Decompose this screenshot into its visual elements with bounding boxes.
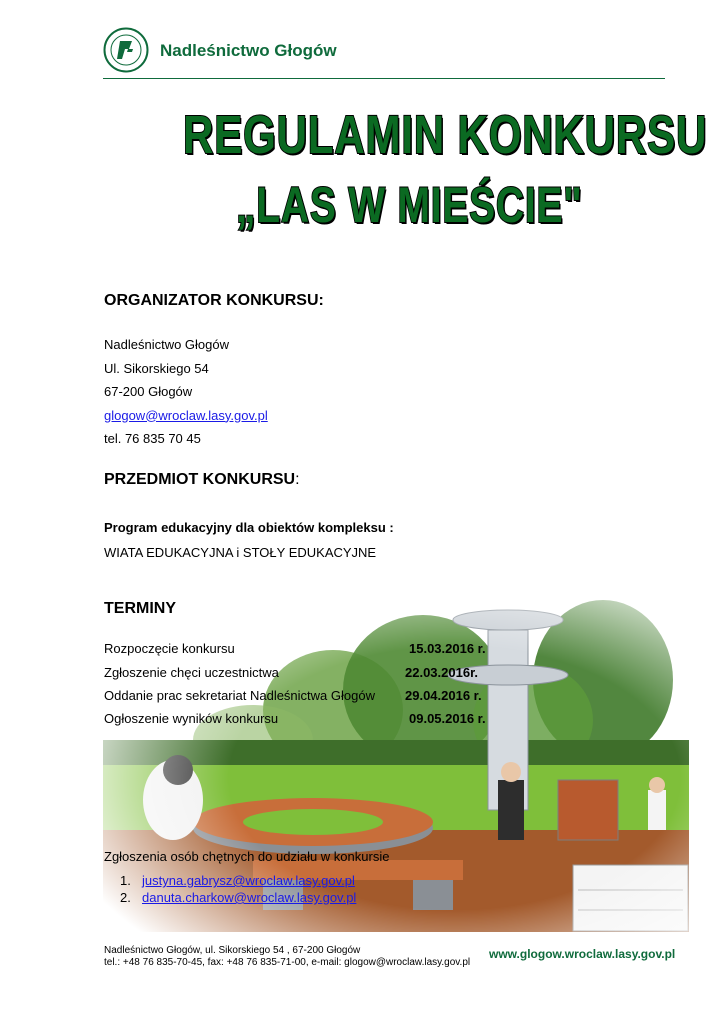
list-item [120, 889, 356, 906]
subject-heading-colon: : [295, 471, 300, 488]
deadline-row [104, 688, 482, 703]
organizer-email-link[interactable]: glogow@wroclaw.lasy.gov.pl [104, 407, 268, 423]
contact-email-link[interactable]: danuta.charkow@wroclaw.lasy.gov.pl [142, 890, 357, 905]
deadline-label: Oddanie prac sekretariat Nadleśnictwa Głogów [104, 688, 375, 703]
header-org-name: Nadleśnictwo Głogów [160, 41, 337, 60]
title-line-2: „LAS W MIEŚCIE" [236, 177, 583, 233]
deadline-row [104, 641, 486, 656]
organizer-heading-colon: : [318, 292, 324, 309]
footer-address: Nadleśnictwo Głogów, ul. Sikorskiego 54 , 67-200 Głogów [104, 945, 361, 956]
footer-contact-block [104, 945, 470, 969]
organizer-city: 67-200 Głogów [104, 384, 193, 399]
terms-heading: TERMINY [104, 600, 176, 617]
footer-contact: tel.: +48 76 835-70-45, fax: +48 76 835-71-00, e-mail: glogow@wroclaw.lasy.gov.pl [104, 957, 471, 968]
list-item [120, 872, 356, 889]
deadline-label: Rozpoczęcie konkursu [104, 641, 235, 656]
list-item-number: 1. [120, 873, 131, 888]
deadline-row [104, 665, 479, 680]
subject-heading-text: PRZEDMIOT KONKURSU [104, 471, 296, 488]
deadline-row [104, 711, 486, 726]
program-label: Program edukacyjny dla obiektów kompleksu : [104, 520, 394, 535]
list-item-number: 2. [120, 890, 131, 905]
organizer-address-block [104, 333, 268, 451]
deadline-date: 29.04.2016 r. [405, 688, 482, 703]
subject-heading [104, 471, 300, 489]
lasy-panstwowe-logo [103, 27, 149, 73]
signup-text: Zgłoszenia osób chętnych do udziału w konkursie [104, 849, 390, 864]
deadline-date: 15.03.2016 r. [409, 641, 486, 656]
deadline-date: 22.03.2016r. [405, 665, 479, 680]
organizer-phone: tel. 76 835 70 45 [104, 431, 201, 446]
footer-website-link[interactable]: www.glogow.wroclaw.lasy.gov.pl [489, 947, 676, 961]
organizer-heading [104, 292, 324, 310]
deadline-label: Ogłoszenie wyników konkursu [104, 711, 279, 726]
header-divider [103, 78, 665, 79]
deadline-date: 09.05.2016 r. [409, 711, 486, 726]
contact-email-link[interactable]: justyna.gabrysz@wroclaw.lasy.gov.pl [142, 873, 355, 888]
organizer-name: Nadleśnictwo Głogów [104, 337, 230, 352]
organizer-street: Ul. Sikorskiego 54 [104, 360, 209, 376]
deadline-label: Zgłoszenie chęci uczestnictwa [104, 665, 279, 680]
contact-email-list [120, 872, 356, 906]
program-value: WIATA EDUKACYJNA i STOŁY EDUKACYJNE [104, 545, 377, 560]
title-line-1: REGULAMIN KONKURSU [183, 105, 708, 165]
organizer-heading-text: ORGANIZATOR KONKURSU [104, 292, 319, 309]
